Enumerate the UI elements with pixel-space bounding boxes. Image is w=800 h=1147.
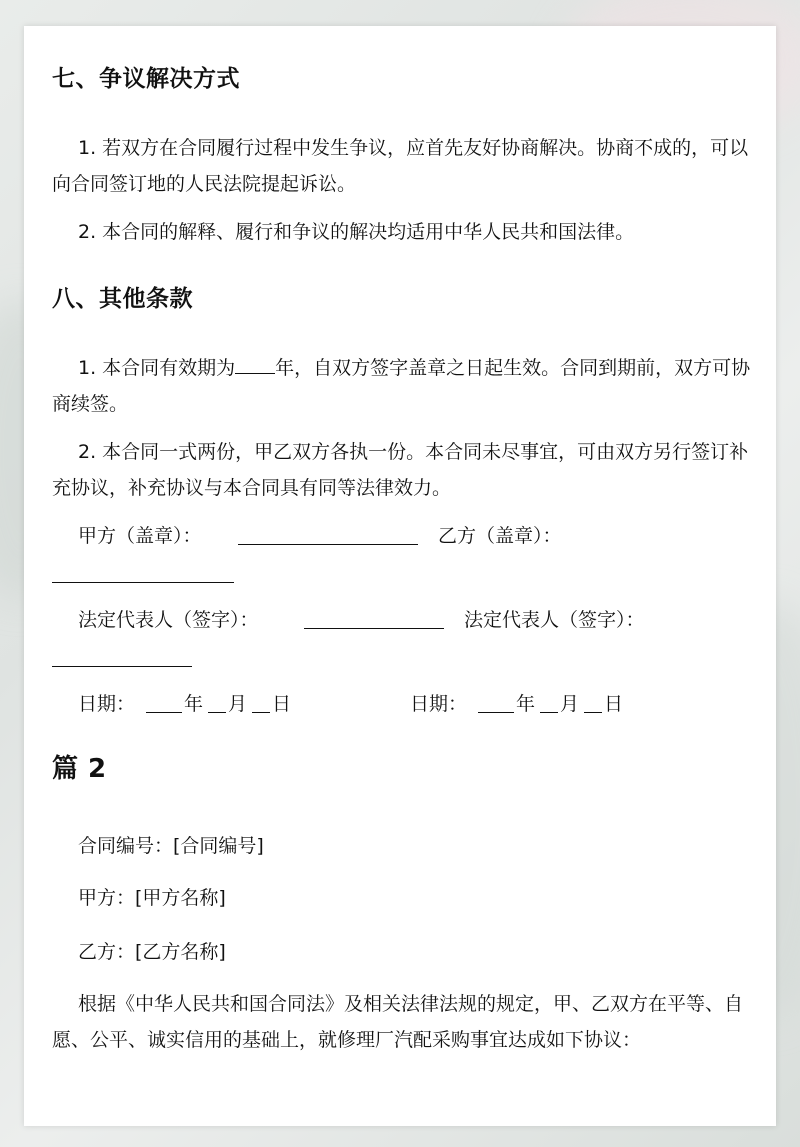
- section-8-title: 八、其他条款: [52, 286, 193, 312]
- section-8-paragraph-2: 2. 本合同一式两份，甲乙双方各执一份。本合同未尽事宜，可由双方另行签订补充协议，补充协议与本合同具有同等法律效力。: [52, 441, 749, 499]
- date-b-year-blank[interactable]: [478, 694, 514, 713]
- party-a-seal-label: 甲方（盖章）：: [78, 525, 202, 547]
- party-a-name: 甲方：[甲方名称]: [78, 887, 226, 909]
- date-a-month-blank[interactable]: [208, 694, 226, 713]
- document-page: [24, 26, 776, 1126]
- date-a-label: 日期：: [78, 693, 136, 715]
- date-a-year-blank[interactable]: [146, 694, 182, 713]
- date-a-day: 日: [272, 693, 292, 715]
- date-a-month: 月: [228, 693, 248, 715]
- part-2-title: 篇 2: [52, 754, 107, 784]
- date-b-month-blank[interactable]: [540, 694, 558, 713]
- date-b-month: 月: [560, 693, 580, 715]
- date-b-label: 日期：: [410, 693, 468, 715]
- term-suffix: 年，自双方签字盖章之日起生效。合同到期前，双方可协商续签。: [52, 357, 751, 415]
- rep-a-label: 法定代表人（签字）：: [78, 609, 259, 631]
- date-b-day-blank[interactable]: [584, 694, 602, 713]
- rep-a-line[interactable]: [304, 610, 444, 629]
- party-a-seal-line[interactable]: [238, 526, 418, 545]
- term-prefix: 1. 本合同有效期为: [78, 357, 236, 379]
- date-a-day-blank[interactable]: [252, 694, 270, 713]
- rep-b-label: 法定代表人（签字）：: [464, 609, 645, 631]
- party-b-seal-line[interactable]: [52, 564, 234, 583]
- rep-b-line[interactable]: [52, 648, 192, 667]
- contract-number: 合同编号：[合同编号]: [78, 835, 264, 857]
- section-7-paragraph-2: 2. 本合同的解释、履行和争议的解决均适用中华人民共和国法律。: [78, 221, 635, 243]
- term-blank[interactable]: [235, 355, 275, 374]
- date-a-year: 年: [184, 693, 204, 715]
- part-2-intro: 根据《中华人民共和国合同法》及相关法律法规的规定，甲、乙双方在平等、自愿、公平、诚实信用的基础上，就修理厂汽配采购事宜达成如下协议：: [52, 993, 744, 1051]
- section-7-paragraph-1: 1. 若双方在合同履行过程中发生争议，应首先友好协商解决。协商不成的，可以向合同签订地的人民法院提起诉讼。: [52, 137, 749, 195]
- section-8-paragraph-1: [52, 350, 752, 422]
- date-b-day: 日: [604, 693, 624, 715]
- party-b-seal-label: 乙方（盖章）：: [438, 525, 562, 547]
- date-b-year: 年: [516, 693, 536, 715]
- section-7-title: 七、争议解决方式: [52, 66, 240, 92]
- party-b-name: 乙方：[乙方名称]: [78, 941, 226, 963]
